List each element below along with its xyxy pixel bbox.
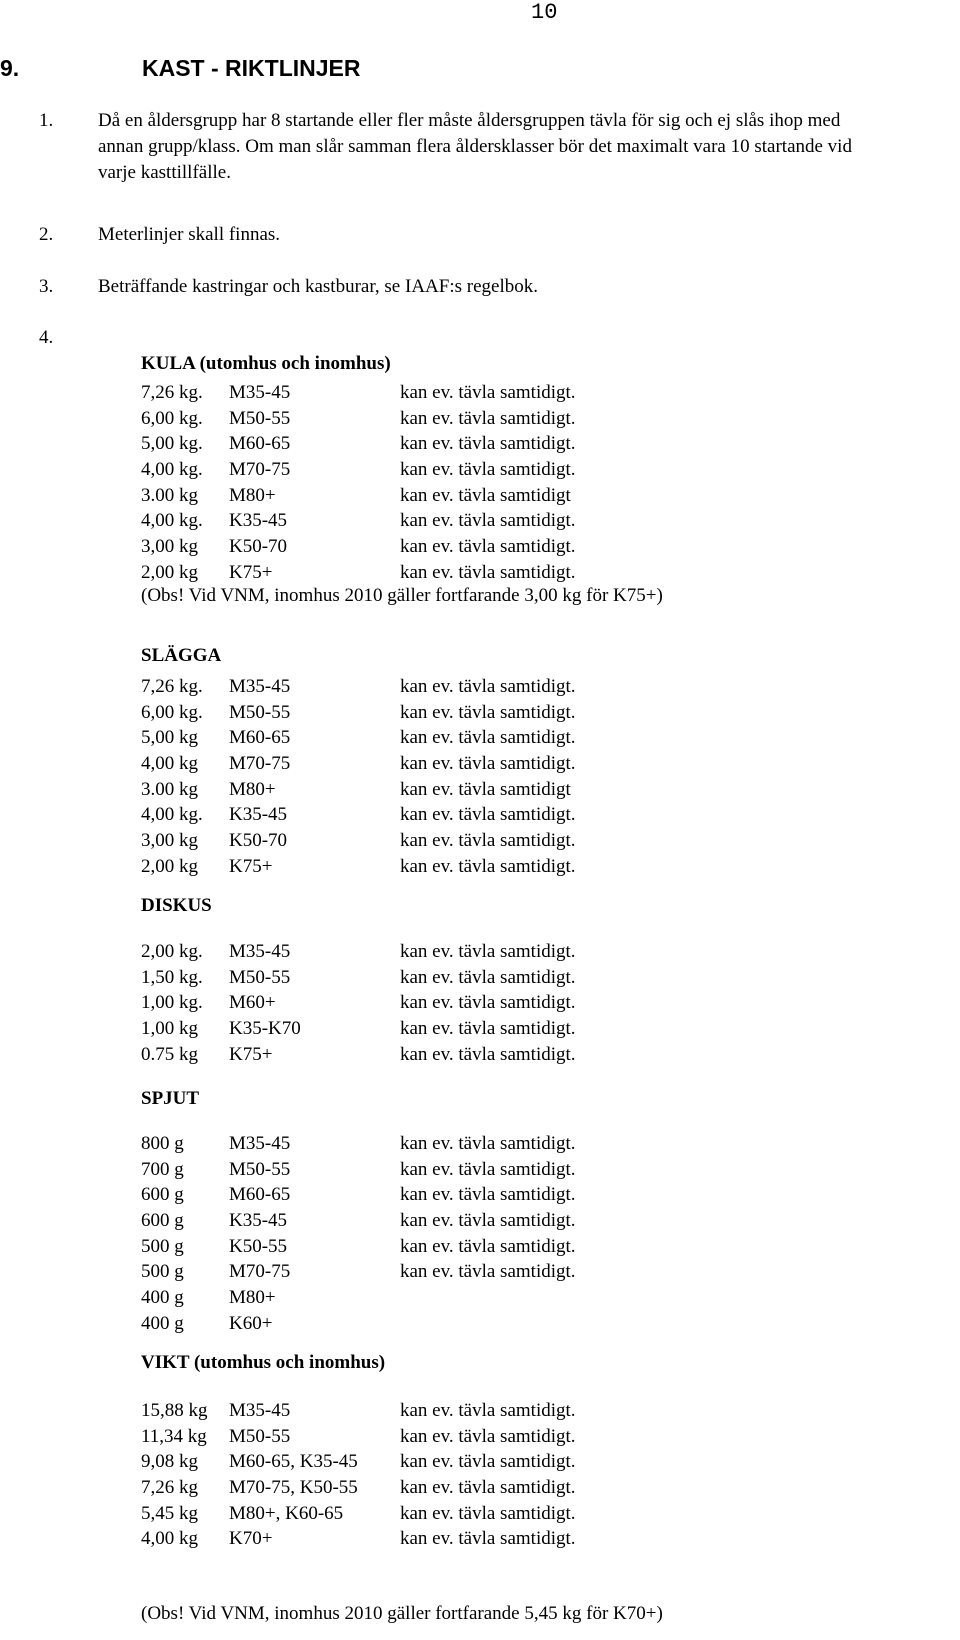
page-number: 10: [531, 0, 558, 25]
remark: kan ev. tävla samtidigt.: [400, 1043, 576, 1065]
table-row: [141, 1285, 841, 1311]
list-item-text-line: varje kasttillfälle.: [98, 162, 231, 183]
list-item-number: 1.: [39, 110, 54, 131]
implement-weight: 4,00 kg.: [141, 510, 203, 532]
age-class: K35-45: [229, 804, 288, 826]
table-row: [141, 1208, 841, 1234]
implement-weight: 400 g: [141, 1312, 184, 1334]
weight-table-kula: [141, 380, 841, 586]
weight-table-diskus: [141, 939, 841, 1067]
remark: kan ev. tävla samtidigt.: [400, 701, 576, 723]
implement-weight: 4,00 kg: [141, 1528, 198, 1550]
table-row: [141, 1182, 841, 1208]
remark: kan ev. tävla samtidigt.: [400, 433, 576, 455]
implement-weight: 1,00 kg.: [141, 992, 203, 1014]
list-item-number: 3.: [39, 276, 54, 297]
remark: kan ev. tävla samtidigt.: [400, 1184, 576, 1206]
section-title-vikt: VIKT (utomhus och inomhus): [141, 1352, 386, 1373]
age-class: K50-70: [229, 830, 288, 852]
remark: kan ev. tävla samtidigt.: [400, 1158, 576, 1180]
age-class: M80+, K60-65: [229, 1502, 344, 1524]
age-class: K35-45: [229, 1210, 288, 1232]
implement-weight: 2,00 kg.: [141, 941, 203, 962]
remark: kan ev. tävla samtidigt.: [400, 1235, 576, 1257]
section-title-diskus: DISKUS: [141, 895, 212, 916]
remark: kan ev. tävla samtidigt.: [400, 407, 576, 429]
table-row: [141, 802, 841, 828]
implement-weight: 3.00 kg: [141, 484, 198, 506]
implement-weight: 4,00 kg.: [141, 804, 203, 826]
age-class: M35-45: [229, 382, 291, 403]
age-class: K70+: [229, 1528, 273, 1550]
implement-weight: 6,00 kg.: [141, 701, 203, 723]
table-row: [141, 1526, 841, 1552]
section-note-kula: (Obs! Vid VNM, inomhus 2010 gäller fortfarande 3,00 kg för K75+): [141, 585, 663, 606]
table-row: [141, 457, 841, 483]
table-row: [141, 1424, 841, 1450]
implement-weight: 5,45 kg: [141, 1502, 198, 1524]
remark: kan ev. tävla samtidigt.: [400, 510, 576, 532]
age-class: M50-55: [229, 1158, 291, 1180]
implement-weight: 2,00 kg: [141, 855, 198, 877]
remark: kan ev. tävla samtidigt.: [400, 727, 576, 749]
implement-weight: 1,00 kg: [141, 1018, 198, 1040]
implement-weight: 11,34 kg: [141, 1425, 207, 1447]
remark: kan ev. tävla samtidigt.: [400, 753, 576, 775]
table-row: [141, 777, 841, 803]
list-item-text: Meterlinjer skall finnas.: [98, 224, 281, 245]
weight-table-vikt: [141, 1398, 841, 1552]
age-class: M50-55: [229, 1425, 291, 1447]
implement-weight: 5,00 kg.: [141, 433, 203, 455]
table-row: [141, 674, 841, 700]
remark: kan ev. tävla samtidigt.: [400, 1133, 576, 1154]
age-class: M35-45: [229, 1400, 291, 1421]
remark: kan ev. tävla samtidigt: [400, 778, 571, 800]
table-row: [141, 406, 841, 432]
list-item-text-line: annan grupp/klass. Om man slår samman flera åldersklasser bör det maximalt vara 10 startande vid: [98, 136, 852, 157]
table-row: [141, 1311, 841, 1337]
age-class: K35-45: [229, 510, 288, 532]
implement-weight: 3,00 kg: [141, 536, 198, 558]
age-class: K75+: [229, 1043, 273, 1065]
age-class: M70-75: [229, 459, 291, 481]
age-class: M60-65, K35-45: [229, 1451, 358, 1473]
age-class: M60+: [229, 992, 276, 1014]
section-title-spjut: SPJUT: [141, 1088, 200, 1109]
age-class: M80+: [229, 484, 276, 506]
list-item-text-line: Då en åldersgrupp har 8 startande eller fler måste åldersgruppen tävla för sig och ej slås ihop med: [98, 110, 841, 131]
implement-weight: 500 g: [141, 1261, 184, 1283]
table-row: [141, 700, 841, 726]
implement-weight: 2,00 kg: [141, 561, 198, 583]
age-class: M60-65: [229, 433, 291, 455]
implement-weight: 700 g: [141, 1158, 184, 1180]
remark: kan ev. tävla samtidigt.: [400, 941, 576, 962]
heading-title: KAST - RIKTLINJER: [142, 55, 361, 81]
age-class: M35-45: [229, 941, 291, 962]
implement-weight: 7,26 kg.: [141, 676, 203, 697]
table-row: [141, 1234, 841, 1260]
implement-weight: 4,00 kg: [141, 753, 198, 775]
remark: kan ev. tävla samtidigt.: [400, 966, 576, 988]
age-class: M50-55: [229, 701, 291, 723]
table-row: [141, 508, 841, 534]
age-class: M60-65: [229, 727, 291, 749]
remark: kan ev. tävla samtidigt.: [400, 536, 576, 558]
remark: kan ev. tävla samtidigt: [400, 484, 571, 506]
section-note-vikt: (Obs! Vid VNM, inomhus 2010 gäller fortfarande 5,45 kg för K70+): [141, 1603, 663, 1624]
implement-weight: 15,88 kg: [141, 1400, 208, 1421]
remark: kan ev. tävla samtidigt.: [400, 1425, 576, 1447]
age-class: M50-55: [229, 966, 291, 988]
heading-number: 9.: [0, 55, 20, 81]
table-row: [141, 380, 841, 406]
table-row: [141, 828, 841, 854]
list-item-text: Beträffande kastringar och kastburar, se IAAF:s regelbok.: [98, 276, 538, 297]
age-class: K50-70: [229, 536, 288, 558]
table-row: [141, 560, 841, 586]
implement-weight: 3.00 kg: [141, 778, 198, 800]
list-item-number: 4.: [39, 327, 54, 348]
remark: kan ev. tävla samtidigt.: [400, 561, 576, 583]
table-row: [141, 939, 841, 965]
implement-weight: 0.75 kg: [141, 1043, 198, 1065]
table-row: [141, 1398, 841, 1424]
implement-weight: 800 g: [141, 1133, 184, 1154]
implement-weight: 5,00 kg: [141, 727, 198, 749]
remark: kan ev. tävla samtidigt.: [400, 992, 576, 1014]
remark: kan ev. tävla samtidigt.: [400, 676, 576, 697]
implement-weight: 600 g: [141, 1210, 184, 1232]
age-class: M70-75, K50-55: [229, 1477, 358, 1499]
age-class: M80+: [229, 1287, 276, 1309]
remark: kan ev. tävla samtidigt.: [400, 1477, 576, 1499]
weight-table-slagga: [141, 674, 841, 880]
remark: kan ev. tävla samtidigt.: [400, 804, 576, 826]
implement-weight: 9,08 kg: [141, 1451, 198, 1473]
table-row: [141, 1157, 841, 1183]
table-row: [141, 483, 841, 509]
age-class: M70-75: [229, 753, 291, 775]
implement-weight: 4,00 kg.: [141, 459, 203, 481]
age-class: K50-55: [229, 1235, 288, 1257]
table-row: [141, 534, 841, 560]
remark: kan ev. tävla samtidigt.: [400, 830, 576, 852]
table-row: [141, 1131, 841, 1157]
table-row: [141, 854, 841, 880]
age-class: M35-45: [229, 1133, 291, 1154]
remark: kan ev. tävla samtidigt.: [400, 382, 576, 403]
remark: kan ev. tävla samtidigt.: [400, 459, 576, 481]
remark: kan ev. tävla samtidigt.: [400, 1451, 576, 1473]
list-item-number: 2.: [39, 224, 54, 245]
table-row: [141, 1475, 841, 1501]
remark: kan ev. tävla samtidigt.: [400, 855, 576, 877]
weight-table-spjut: [141, 1131, 841, 1337]
section-title-kula: KULA (utomhus och inomhus): [141, 353, 391, 374]
age-class: M35-45: [229, 676, 291, 697]
implement-weight: 3,00 kg: [141, 830, 198, 852]
remark: kan ev. tävla samtidigt.: [400, 1261, 576, 1283]
remark: kan ev. tävla samtidigt.: [400, 1210, 576, 1232]
age-class: M80+: [229, 778, 276, 800]
table-row: [141, 1016, 841, 1042]
table-row: [141, 990, 841, 1016]
age-class: K35-K70: [229, 1018, 301, 1040]
remark: kan ev. tävla samtidigt.: [400, 1018, 576, 1040]
table-row: [141, 1042, 841, 1068]
age-class: K75+: [229, 561, 273, 583]
age-class: K75+: [229, 855, 273, 877]
implement-weight: 600 g: [141, 1184, 184, 1206]
section-title-slagga: SLÄGGA: [141, 645, 222, 666]
implement-weight: 7,26 kg: [141, 1477, 198, 1499]
implement-weight: 6,00 kg.: [141, 407, 203, 429]
age-class: M50-55: [229, 407, 291, 429]
age-class: K60+: [229, 1312, 273, 1334]
table-row: [141, 965, 841, 991]
implement-weight: 400 g: [141, 1287, 184, 1309]
age-class: M70-75: [229, 1261, 291, 1283]
table-row: [141, 725, 841, 751]
section-heading: [0, 52, 960, 84]
remark: kan ev. tävla samtidigt.: [400, 1528, 576, 1550]
table-row: [141, 1259, 841, 1285]
implement-weight: 500 g: [141, 1235, 184, 1257]
implement-weight: 1,50 kg.: [141, 966, 203, 988]
implement-weight: 7,26 kg.: [141, 382, 203, 403]
age-class: M60-65: [229, 1184, 291, 1206]
table-row: [141, 1449, 841, 1475]
remark: kan ev. tävla samtidigt.: [400, 1400, 576, 1421]
table-row: [141, 1501, 841, 1527]
table-row: [141, 751, 841, 777]
table-row: [141, 431, 841, 457]
remark: kan ev. tävla samtidigt.: [400, 1502, 576, 1524]
